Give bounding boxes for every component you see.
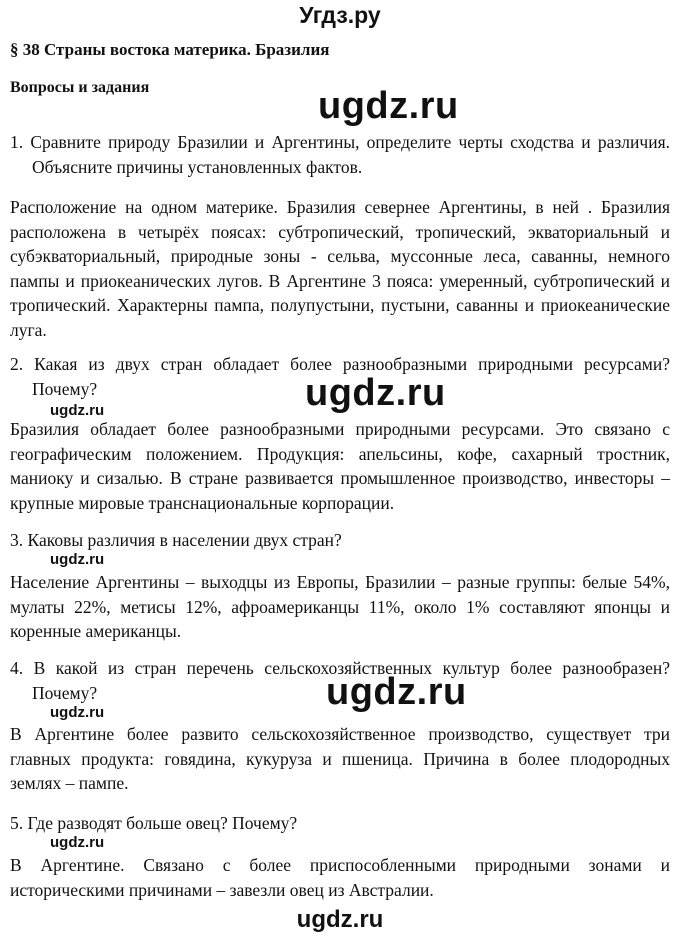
answer-2: Бразилия обладает более разнообразными природными ресурсами. Это связано с географическим положением. Продукция: апельсины, кофе, сахарный тростник, маниоку и сизалью. В стране развивается промышленное производство, инвесторы – крупные мировые транснациональные корпорации.	[10, 419, 670, 513]
watermark-large-1: ugdz.ru	[318, 85, 459, 127]
watermark-footer: ugdz.ru	[296, 906, 384, 933]
question-5: 5. Где разводят больше овец? Почему?	[10, 813, 298, 833]
question-4: 4. В какой из стран перечень сельскохозяйственных культур более разнообразен? Почему?	[10, 658, 670, 703]
watermark-small-2: ugdz.ru	[50, 551, 105, 568]
watermark-large-3: ugdz.ru	[326, 671, 467, 713]
question-2: 2. Какая из двух стран обладает более разнообразными природными ресурсами? Почему?	[10, 354, 670, 399]
watermark-small-1: ugdz.ru	[50, 402, 105, 419]
answer-3: Население Аргентины – выходцы из Европы, Бразилии – разные группы: белые 54%, мулаты 22%, метисы 12%, афроамериканцы 11%, около 1% составляют японцы и коренные американцы.	[10, 572, 670, 641]
watermark-small-4: ugdz.ru	[50, 834, 105, 851]
watermark-large-2: ugdz.ru	[305, 372, 446, 414]
question-3: 3. Каковы различия в населении двух стран?	[10, 530, 342, 550]
subheading: Вопросы и задания	[10, 79, 150, 96]
question-1: 1. Сравните природу Бразилии и Аргентины, определите черты сходства и различия. Объясните причины установленных фактов.	[10, 132, 670, 177]
answer-5: В Аргентине. Связано с более приспособленными природными зонами и историческими причинами – завезли овец из Австралии.	[10, 855, 670, 900]
section-title: § 38 Страны востока материка. Бразилия	[10, 40, 330, 59]
answer-1: Расположение на одном материке. Бразилия севернее Аргентины, в ней . Бразилия расположена в четырёх поясах: субтропический, тропический, экваториальный и субэкваториальный, природные зоны - сельва, муссонные леса, саванны, немного пампы и приокеанических лугов. В Аргентине 3 пояса: умеренный, субтропический и тропический. Характерны пампа, полупустыни, пустыни, саванны и приокеанические луга.	[10, 197, 670, 340]
site-title: Угдз.ру	[299, 2, 381, 28]
watermark-small-3: ugdz.ru	[50, 704, 105, 721]
answer-4: В Аргентине более развито сельскохозяйственное производство, существует три главных продукта: говядина, кукуруза и пшеница. Причина в более плодородных землях – пампе.	[10, 724, 670, 793]
